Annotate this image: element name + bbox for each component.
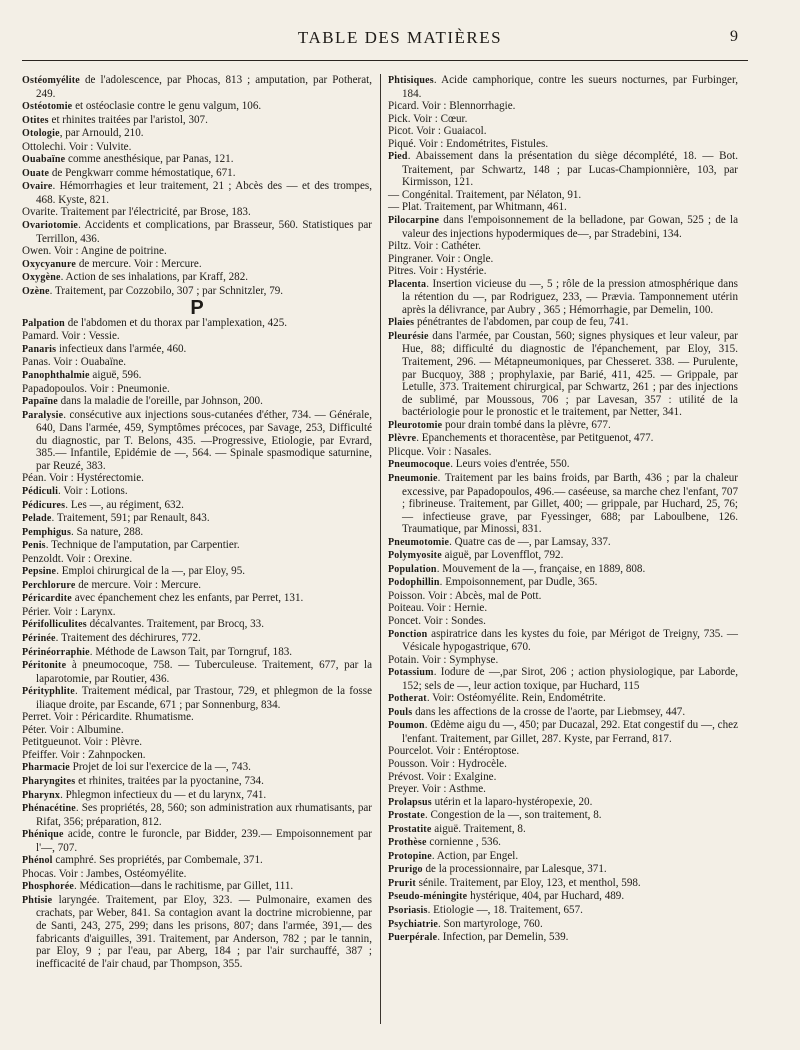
entry-text: . Voir: Ostéomyélite. Rein, Endométrite. [426, 692, 606, 705]
index-entry [22, 167, 372, 181]
index-entry [22, 271, 372, 285]
index-entry [22, 153, 372, 167]
entry-keyword: Phénique [22, 829, 64, 841]
index-entry [22, 565, 372, 579]
entry-keyword: Pleurotomie [388, 419, 443, 431]
entry-text: . Mouvement de la —, française, en 1889, 808. [436, 562, 646, 575]
entry-text: dans la maladie de l'oreille, par Johnson, 200. [57, 395, 263, 408]
entry-keyword: Oxycyanure [22, 258, 77, 270]
index-entry [388, 576, 738, 590]
entry-text: . Voir : Lotions. [58, 484, 128, 497]
index-entry [388, 549, 738, 563]
index-entry [388, 201, 738, 214]
entry-text: , par Arnould, 210. [59, 127, 144, 140]
index-entry [22, 285, 372, 299]
entry-keyword: Pseudo-méningite [388, 891, 468, 903]
entry-text: . Technique de l'amputation, par Carpentier. [45, 539, 240, 552]
entry-text: pour drain tombé dans la plèvre, 677. [442, 418, 611, 431]
entry-text: dans les affections de la crosse de l'aorte, par Liebmsey, 447. [412, 705, 686, 718]
entry-text: . Son martyrologe, 760. [437, 917, 543, 930]
entry-keyword: Pharynx [22, 789, 61, 801]
index-entry [22, 383, 372, 396]
entry-keyword: Population [388, 563, 437, 575]
index-entry [388, 563, 738, 577]
entry-text: de mercure. Voir : Mercure. [75, 578, 202, 591]
index-entry [22, 206, 372, 219]
entry-text: — Plat. Traitement, par Whitmann, 461. [388, 201, 567, 214]
entry-keyword: Ovariotomie [22, 220, 79, 232]
entry-text: . Emploi chirurgical de la —, par Eloy, 95. [56, 565, 246, 578]
entry-keyword: Pelade [22, 513, 52, 525]
entry-text: . Insertion vicieuse du —, 5 ; rôle de la pression atmosphérique dans la rétention du —, par Rodriguez, 233, — Prævia. Tamponnement utérin après la délivrance, par Aubry , 365 ; Hémorrhagie, par Demelin, 100. [402, 277, 738, 316]
entry-text: Poncet. Voir : Sondes. [388, 614, 486, 627]
entry-text: aspiratrice dans les kystes du foie, par Mérigot de Treigny, 735. — Vésicale hypogastrique, 670. [402, 627, 738, 654]
entry-keyword: Prostate [388, 810, 425, 822]
header-rule [22, 60, 748, 61]
entry-keyword: Otologie [22, 128, 60, 140]
entry-text: . Infection, par Demelin, 539. [437, 931, 569, 944]
index-entry [22, 646, 372, 660]
index-entry [388, 758, 738, 771]
entry-text: . Sa nature, 288. [71, 525, 144, 538]
entry-text: de mercure. Voir : Mercure. [76, 257, 202, 270]
entry-text: Ottolechi. Voir : Vulvite. [22, 140, 132, 153]
entry-text: Phocas. Voir : Jambes, Ostéomyélite. [22, 867, 187, 880]
index-entry [22, 472, 372, 485]
entry-keyword: Pepsine [22, 566, 57, 578]
index-entry [22, 632, 372, 646]
index-entry [22, 579, 372, 593]
index-entry [388, 719, 738, 745]
entry-keyword: Pneumonie [388, 472, 438, 484]
index-entry [388, 706, 738, 720]
entry-keyword: Ozène [22, 285, 50, 297]
entry-text: . Abaissement dans la présentation du siège décomplété, 18. — Bot. Traitement, par Schwartz, 148 ; par Lucas-Championnière, 103, par Kirmisson, 121. [402, 150, 738, 189]
entry-text: . Traitement, par Cozzobilo, 307 ; par Schnitzler, 79. [49, 284, 284, 297]
entry-keyword: Panaris [22, 343, 57, 355]
entry-keyword: Pilocarpine [388, 215, 440, 227]
entry-keyword: Polymyosite [388, 550, 442, 562]
entry-keyword: Podophillin [388, 577, 440, 589]
entry-text: Pitres. Voir : Hystérie. [388, 265, 487, 278]
index-entry [22, 317, 372, 331]
index-entry [388, 458, 738, 472]
index-entry [22, 592, 372, 606]
entry-text: Piltz. Voir : Cathéter. [388, 240, 481, 253]
entry-text: . consécutive aux injections sous-cutanées d'éther, 734. — Générale, 640, Dans l'armée, 459, Symptômes précoces, par Savage, 253, Difficulté du diagnostic, par T. Belons, 435. —Progressive, Etiologie, par Evrard, 385.— Infantile, Epidémie de —, 564. — Spinale spasmodique saturnine, par Reuzé, 383. [36, 408, 372, 472]
index-entry [388, 278, 738, 317]
index-entry [22, 141, 372, 154]
entry-text: Piqué. Voir : Endométrites, Fistules. [388, 137, 549, 150]
entry-text: Pfeiffer. Voir : Zahnpocken. [22, 748, 146, 761]
entry-text: . Les —, au régiment, 632. [65, 498, 184, 511]
entry-keyword: Potherat [388, 693, 427, 705]
entry-keyword: Psychiatrie [388, 918, 438, 930]
entry-text: Picard. Voir : Blennorrhagie. [388, 100, 516, 113]
entry-text: Papadopoulos. Voir : Pneumonie. [22, 382, 170, 395]
index-entry [388, 666, 738, 692]
entry-text: cornienne , 536. [426, 836, 501, 849]
entry-text: — Congénital. Traitement, par Nélaton, 91. [388, 188, 582, 201]
entry-keyword: Prolapsus [388, 796, 432, 808]
entry-text: Panas. Voir : Ouabaïne. [22, 356, 127, 369]
index-entry [388, 432, 738, 446]
entry-text: . Etiologie —, 18. Traitement, 657. [427, 904, 583, 916]
entry-text: . Action de ses inhalations, par Kraff, 282. [60, 271, 249, 284]
index-entry [388, 771, 738, 784]
index-entry [22, 219, 372, 245]
entry-text: . Epanchements et thoracentèse, par Petitguenot, 477. [416, 432, 654, 445]
entry-keyword: Pneumocoque [388, 459, 451, 471]
entry-text: . Empoisonnement, par Dudle, 365. [439, 576, 598, 589]
entry-keyword: Puerpérale [388, 932, 438, 944]
index-entry [22, 499, 372, 513]
entry-keyword: Psoriasis [388, 905, 428, 916]
index-entry [388, 150, 738, 189]
entry-keyword: Plaies [388, 317, 415, 329]
left-column [22, 74, 372, 970]
entry-keyword: Paralysie [22, 409, 64, 421]
entry-keyword: Pneumotomie [388, 536, 450, 548]
entry-text: de la processionnaire, par Lalesque, 371. [422, 863, 607, 876]
index-entry [22, 711, 372, 724]
index-entry [388, 692, 738, 706]
entry-keyword: Prostatite [388, 823, 432, 835]
index-entry [388, 253, 738, 266]
entry-text: . Phlegmon infectieux du — et du larynx, 741. [60, 788, 267, 801]
entry-keyword: Perchlorure [22, 579, 76, 591]
index-entry [22, 685, 372, 711]
page-number: 9 [730, 28, 738, 45]
entry-keyword: Péricardite [22, 593, 72, 605]
entry-text: . Traitement, 591; par Renault, 843. [51, 512, 210, 525]
index-entry [388, 240, 738, 253]
index-entry [22, 736, 372, 749]
entry-text: Plicque. Voir : Nasales. [388, 445, 492, 458]
index-entry [22, 356, 372, 369]
index-entry [22, 553, 372, 566]
entry-keyword: Palpation [22, 317, 65, 329]
entry-keyword: Périfolliculites [22, 619, 87, 631]
entry-text: . Accidents et complications, par Brasseur, 560. Statistiques par Terrillon, 436. [36, 219, 372, 245]
index-entry [388, 877, 738, 891]
index-entry [22, 512, 372, 526]
entry-text: Penzoldt. Voir : Orexine. [22, 552, 133, 565]
index-entry [388, 836, 738, 850]
entry-text: . Iodure de —,par Sirot, 206 ; action physiologique, par Laborde, 152; sels de —, leur action toxique, par Huchard, 115 [402, 666, 738, 692]
entry-text: . Œdème aigu du —, 450; par Ducazal, 292. Etat congestif du —, chez l'enfant. Traitement, par Gillet, 287. Kyste, par Ferrand, 817. [402, 719, 738, 745]
entry-text: et ostéoclasie contre le genu valgum, 106. [72, 100, 262, 113]
entry-text: infectieux dans l'armée, 460. [56, 342, 187, 355]
entry-keyword: Penis [22, 540, 46, 552]
index-entry [22, 880, 372, 894]
index-entry [388, 189, 738, 202]
entry-text: . Traitement par les bains froids, par Barth, 436 ; par la chaleur excessive, par Papadopoulos, 496.— caséeuse, sa marche chez l'enfant, 707 ; fibrineuse. Traitement, par Gillet, 400; — grippale, par Huchard, 25, 76; — infectieuse grave, par Fyessinger, 688; par Laboulbene, 126. Traumatique, par Minossi, 831. [402, 471, 738, 536]
entry-text: . Ses propriétés, 28, 560; son administration aux rhumatisants, par Rifat, 356; préparation, 812. [36, 802, 372, 828]
index-entry [22, 100, 372, 114]
index-entry [22, 409, 372, 473]
right-column [388, 74, 738, 945]
entry-text: Périer. Voir : Larynx. [22, 605, 116, 618]
entry-keyword: Pouls [388, 706, 413, 718]
entry-text: . Quatre cas de —, par Lamsay, 337. [449, 535, 611, 548]
entry-keyword: Pharyngites [22, 775, 76, 787]
entry-text: avec épanchement chez les enfants, par Perret, 131. [71, 592, 304, 605]
index-entry [22, 343, 372, 357]
index-entry [22, 245, 372, 258]
entry-keyword: Phtisie [22, 894, 53, 906]
entry-keyword: Périnéorraphie [22, 646, 90, 658]
entry-keyword: Oxygène [22, 272, 61, 284]
index-entry [388, 628, 738, 654]
index-entry [22, 74, 372, 100]
column-divider [380, 74, 381, 1024]
entry-text: Perret. Voir : Péricardite. Rhumatisme. [22, 711, 194, 724]
index-entry [22, 114, 372, 128]
index-entry [22, 659, 372, 685]
entry-keyword: Pharmacie [22, 762, 70, 774]
entry-text: Owen. Voir : Angine de poitrine. [22, 245, 167, 258]
index-entry [22, 127, 372, 141]
index-entry [22, 330, 372, 343]
entry-text: Pick. Voir : Cœur. [388, 112, 468, 125]
index-entry [22, 258, 372, 272]
entry-text: . Traitement médical, par Trastour, 729, et phlegmon de la fosse iliaque droite, par Escande, 671 ; par Sonnenburg, 834. [36, 685, 372, 711]
entry-keyword: Plèvre [388, 433, 417, 445]
entry-keyword: Phénacétine [22, 803, 76, 815]
entry-text: et rhinites traitées par l'aristol, 307. [48, 113, 208, 126]
entry-keyword: Ponction [388, 628, 428, 640]
entry-text: dans l'empoisonnement de la belladone, par Gowan, 525 ; de la valeur des injections hypodermiques de—, par Stradebini, 134. [402, 214, 738, 240]
index-entry [388, 863, 738, 877]
index-entry [388, 125, 738, 138]
index-entry [388, 330, 738, 419]
index-entry [388, 796, 738, 810]
entry-keyword: Ouate [22, 167, 50, 179]
index-entry [388, 850, 738, 864]
entry-text: aiguë, 596. [89, 369, 142, 382]
entry-keyword: Poumon [388, 720, 425, 732]
entry-text: comme anesthésique, par Panas, 121. [65, 153, 234, 166]
entry-text: acide, contre le furoncle, par Bidder, 239.— Empoisonnement par l'—, 707. [36, 828, 372, 854]
entry-text: Preyer. Voir : Asthme. [388, 783, 486, 796]
entry-keyword: Panophthalmie [22, 370, 90, 382]
index-entry [388, 74, 738, 100]
entry-keyword: Prothèse [388, 837, 427, 849]
entry-keyword: Ouabaïne [22, 154, 66, 166]
index-entry [388, 918, 738, 932]
entry-text: Prévost. Voir : Exalgine. [388, 770, 497, 783]
index-entry [388, 809, 738, 823]
entry-text: camphré. Ses propriétés, par Combemale, 371. [52, 854, 263, 867]
entry-text: pénétrantes de l'abdomen, par coup de feu, 741. [414, 316, 629, 329]
entry-keyword: Prurit [388, 877, 416, 889]
entry-text: de l'adolescence, par Phocas, 813 ; amputation, par Potherat, 249. [36, 74, 372, 100]
entry-text: aiguë. Traitement, 8. [431, 822, 526, 835]
index-entry [22, 369, 372, 383]
index-entry [22, 868, 372, 881]
index-entry [388, 316, 738, 330]
entry-text: . Leurs voies d'entrée, 550. [450, 458, 570, 471]
entry-keyword: Pemphigus [22, 526, 72, 538]
index-entry [388, 904, 738, 918]
index-entry [388, 419, 738, 433]
entry-keyword: Placenta [388, 278, 427, 290]
entry-text: aiguë, par Lovenfflot, 792. [441, 549, 564, 562]
entry-keyword: Pédicures [22, 499, 66, 511]
entry-text: Péter. Voir : Albumine. [22, 723, 124, 736]
index-entry [22, 854, 372, 868]
entry-keyword: Potassium [388, 667, 434, 679]
index-entry [388, 602, 738, 615]
entry-text: Projet de loi sur l'exercice de la —, 743. [69, 761, 251, 774]
index-entry [388, 214, 738, 240]
entry-keyword: Otites [22, 114, 49, 126]
entry-keyword: Pédiculi [22, 485, 59, 497]
entry-text: Pousson. Voir : Hydrocèle. [388, 757, 507, 770]
index-entry [22, 539, 372, 553]
index-entry [388, 100, 738, 113]
index-entry [388, 590, 738, 603]
entry-text: décalvantes. Traitement, par Brocq, 33. [86, 618, 265, 631]
entry-text: de l'abdomen et du thorax par l'amplexation, 425. [64, 316, 288, 329]
index-entry [22, 789, 372, 803]
index-entry [22, 828, 372, 854]
entry-text: à pneumocoque, 758. — Tuberculeuse. Traitement, 677, par la laparotomie, par Routier, 436. [36, 659, 372, 685]
index-entry [22, 526, 372, 540]
entry-keyword: Périnée [22, 632, 56, 644]
entry-keyword: Phénol [22, 855, 53, 867]
entry-text: de Pengkwarr comme hémostatique, 671. [49, 166, 236, 179]
entry-text: Pingraner. Voir : Ongle. [388, 252, 494, 265]
entry-text: . Hémorrhagies et leur traitement, 21 ; Abcès des — et des trompes, 468. Kyste, 821. [36, 180, 372, 206]
entry-text: Poiteau. Voir : Hernie. [388, 602, 488, 615]
entry-keyword: Pleurésie [388, 330, 429, 342]
entry-keyword: Prurigo [388, 864, 423, 876]
entry-keyword: Protopine [388, 850, 432, 862]
entry-text: hystérique, 404, par Huchard, 489. [467, 890, 625, 903]
entry-text: Petitgueunot. Voir : Plèvre. [22, 736, 143, 749]
entry-text: Potain. Voir : Symphyse. [388, 653, 499, 666]
index-entry [388, 265, 738, 278]
entry-keyword: Pied [388, 151, 408, 163]
entry-text: Picot. Voir : Guaiacol. [388, 125, 487, 138]
index-entry [388, 654, 738, 667]
entry-keyword: Papaïne [22, 396, 58, 408]
entry-text: . Congestion de la —, son traitement, 8. [424, 809, 602, 822]
index-entry [388, 472, 738, 536]
index-entry [388, 446, 738, 459]
page-header [0, 28, 800, 52]
entry-keyword: Péritonite [22, 660, 67, 672]
index-entry [22, 606, 372, 619]
entry-text: et rhinites, traitées par la pyoctanine, 734. [75, 774, 264, 787]
entry-keyword: Ostéomyélite [22, 75, 80, 86]
entry-keyword: Pérityphlite [22, 686, 75, 698]
index-entry [388, 783, 738, 796]
entry-text: dans l'armée, par Coustan, 560; signes physiques et leur valeur, par Hue, 88; difficulté du diagnostic de l'épanchement, par Eloy, 315. Traitement, 296. — Métapneumoniques, par Chesseret. 338. — Purulente, par Bucquoy, 388 ; prophylaxie, par Barié, 411, 425. — Grippale, par Letulle, 373. Traitement chirurgical, par Schwartz, 261 ; par des injections de sublimé, par Moussous, 706 ; par Lavesan, 357 : utilité de la bactériologie pour le pronostic et le traitement, par Netter, 341. [402, 329, 738, 419]
index-entry [388, 823, 738, 837]
entry-text: Poisson. Voir : Abcès, mal de Pott. [388, 589, 542, 602]
section-letter: P [190, 297, 204, 320]
entry-text: . Action, par Engel. [431, 849, 519, 862]
entry-text: sénile. Traitement, par Eloy, 123, et menthol, 598. [415, 876, 641, 889]
index-entry [388, 890, 738, 904]
index-entry [22, 485, 372, 499]
entry-text: laryngée. Traitement, par Eloy, 323. — Pulmonaire, examen des crachats, par Weber, 841. Sa contagion avant la doctrine microbienne, par de Santi, 243, 275, 299; dans les prisons, 807; dans l'armée, 391,— des fabricants d'aiguilles, 391. Traitement, par Anderson, 782 ; par le tannin, par Eloy, 9 ; par l'eau, par Aberg, 184 ; par l'air surchauffé, 387 ; inefficacité de l'air chaud, par Thompson, 355. [36, 893, 372, 970]
index-entry [22, 802, 372, 828]
index-entry [388, 536, 738, 550]
index-entry [22, 749, 372, 762]
index-entry [388, 931, 738, 945]
entry-keyword: Phtisiques [388, 75, 434, 86]
entry-text: Ovarite. Traitement par l'électricité, par Brose, 183. [22, 206, 251, 219]
index-entry [22, 761, 372, 775]
entry-text: Pourcelot. Voir : Entéroptose. [388, 745, 520, 758]
index-entry [22, 775, 372, 789]
entry-keyword: Phosphorée [22, 881, 74, 893]
index-entry [22, 724, 372, 737]
entry-text: . Traitement des déchirures, 772. [55, 631, 201, 644]
index-entry [388, 138, 738, 151]
entry-keyword: Ostéotomie [22, 101, 73, 113]
entry-keyword: Ovaire [22, 181, 53, 193]
entry-text: . Médication—dans le rachitisme, par Gillet, 111. [74, 880, 294, 893]
page-title: TABLE DES MATIÈRES [297, 28, 503, 47]
entry-text: Pamard. Voir : Vessie. [22, 330, 120, 343]
index-entry [388, 745, 738, 758]
entry-text: utérin et la laparo-hystéropexie, 20. [431, 795, 593, 808]
entry-text: . Acide camphorique, contre les sueurs nocturnes, par Furbinger, 184. [402, 74, 738, 100]
index-entry [388, 615, 738, 628]
entry-text: Péan. Voir : Hystérectomie. [22, 472, 144, 485]
entry-text: . Méthode de Lawson Tait, par Torngruf, 183. [89, 645, 293, 658]
index-entry [388, 113, 738, 126]
index-entry [22, 180, 372, 206]
index-entry [22, 395, 372, 409]
index-entry [22, 894, 372, 970]
index-entry [22, 618, 372, 632]
